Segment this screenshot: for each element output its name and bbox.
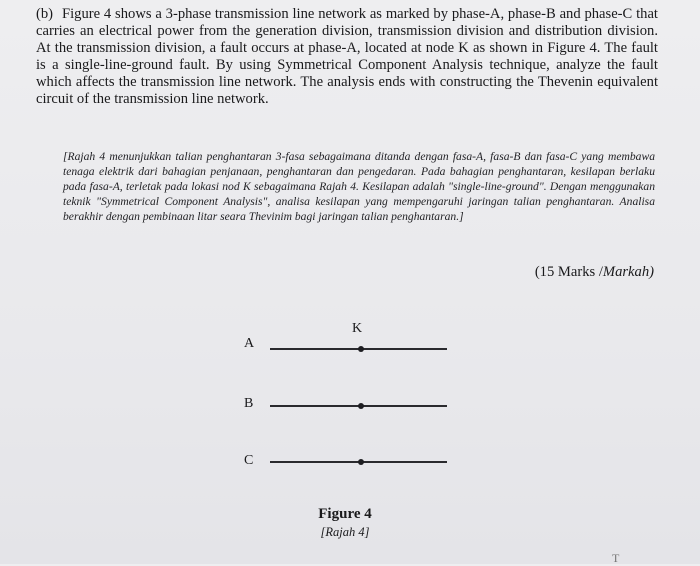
marks-text-malay: Markah) (602, 264, 654, 280)
phase-b-node-dot (358, 403, 364, 409)
phase-a-label: A (244, 336, 255, 351)
phase-c-node-dot (358, 459, 364, 465)
question-text-malay: [Rajah 4 menunjukkan talian penghantaran 3-fasa sebagaimana ditanda dengan fasa-A, fasa-B dan fasa-C yang membawa tenaga elektrik dari bahagian penjanaan, penghantaran dan pengedaran. Pada bahagian penghantaran, kesilapan berlaku pada fasa-A, terletak pada lokasi nod K sebagaimana Rajah 4. Kesilapan adalah "single-line-ground". Dengan menggunakan teknik "Symmetrical Component Analysis", analisa kesilapan yang mempengaruhi jaringan talian penghantaran. Analisa berakhir dengan pembinaan litar seara Thevinim bagi jaringan talian penghantaran.] (63, 150, 655, 223)
marks-text: (15 Marks / (534, 264, 603, 280)
node-k-dot (358, 346, 364, 352)
question-label: (b) (36, 6, 54, 22)
figure-caption (300, 506, 390, 540)
figure-caption-malay: [Rajah 4] (320, 525, 370, 539)
node-k-label: K (352, 321, 363, 336)
figure-caption-english: Figure 4 (318, 506, 372, 522)
stray-mark: T (612, 551, 620, 565)
phase-b-label: B (244, 396, 254, 411)
question-body-english: Figure 4 shows a 3-phase transmission line network as marked by phase-A, phase-B and phase-C that carries an electrical power from the generation division, transmission division and distribution division. At the transmission division, a fault occurs at phase-A, located at node K as shown in Figure 4. The fault is a single-line-ground fault. By using Symmetrical Component Analysis technique, analyze the fault which affects the transmission line network. The analysis ends with constructing the Thevenin equivalent circuit of the transmission line network. (36, 6, 658, 107)
phase-c-label: C (244, 453, 254, 468)
